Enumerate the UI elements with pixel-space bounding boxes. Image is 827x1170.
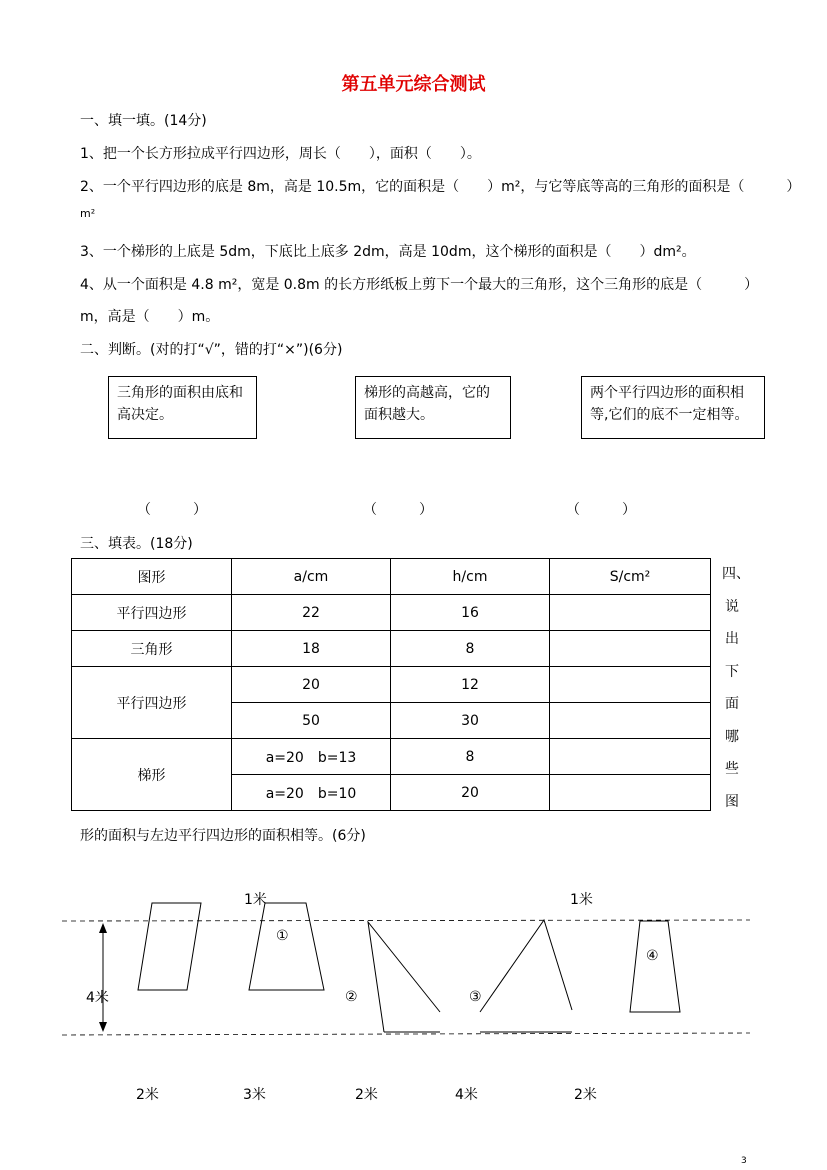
vertical-char: 图: [725, 793, 739, 810]
section3-heading: 三、填表。(18分): [80, 536, 193, 552]
bottom-label-5: 2米: [574, 1087, 597, 1103]
section4-continuation: 形的面积与左边平行四边形的面积相等。(6分): [80, 828, 366, 844]
area-input-cell[interactable]: [550, 631, 711, 667]
table-row: [72, 667, 711, 703]
triangle-shape-2: [368, 922, 440, 1032]
vertical-char: 出: [725, 631, 739, 647]
table-row: [72, 739, 711, 775]
vertical-char: 下: [725, 663, 739, 680]
answer-blank-2[interactable]: （ ）: [363, 502, 433, 518]
a-cell: 22: [232, 595, 391, 631]
page-number: 3: [741, 1156, 747, 1166]
header-cell: 图形: [72, 559, 232, 595]
top-label-2: 1米: [570, 892, 593, 908]
section1-heading: 一、填一填。(14分): [80, 113, 207, 129]
bottom-dashed-line: [62, 1033, 750, 1035]
question-2-line2: m²: [80, 207, 96, 220]
height-label: 4米: [86, 990, 109, 1006]
area-table: [71, 558, 711, 811]
question-2-line1: 2、一个平行四边形的底是 8m，高是 10.5m，它的面积是（ ）m²，与它等底等高的三角形的面积是（ ）: [80, 179, 801, 195]
reference-parallelogram: [138, 903, 201, 990]
bottom-label-1: 2米: [136, 1087, 159, 1103]
page-title: 第五单元综合测试: [341, 74, 486, 95]
bottom-label-2: 3米: [243, 1087, 266, 1103]
shape-number-2: ②: [345, 989, 358, 1005]
top-label-1: 1米: [244, 892, 267, 908]
answer-blank-1[interactable]: （ ）: [137, 502, 207, 518]
a-cell: a=20 b=10: [232, 775, 391, 811]
shape-cell: 梯形: [72, 739, 232, 811]
area-input-cell[interactable]: [550, 595, 711, 631]
shape-number-1: ①: [276, 928, 289, 944]
area-input-cell[interactable]: [550, 703, 711, 739]
statement-box-1: 三角形的面积由底和高决定。: [108, 376, 257, 439]
arrow-down-icon: [99, 1022, 107, 1032]
trapezoid-shape-4: [630, 921, 680, 1012]
h-cell: 8: [391, 631, 550, 667]
shape-cell: 三角形: [72, 631, 232, 667]
shape-number-4: ④: [646, 948, 659, 964]
vertical-char: 些: [725, 761, 739, 777]
section4-vertical-heading: [722, 563, 750, 823]
a-cell: a=20 b=13: [232, 739, 391, 775]
question-4-line1: 4、从一个面积是 4.8 m²，宽是 0.8m 的长方形纸板上剪下一个最大的三角形，这个三角形的底是（ ）: [80, 277, 759, 293]
vertical-char: 哪: [725, 728, 739, 745]
vertical-char: 四、: [722, 566, 750, 582]
h-cell: 12: [391, 667, 550, 703]
arrow-up-icon: [99, 923, 107, 933]
header-cell: a/cm: [232, 559, 391, 595]
table-header-row: [72, 559, 711, 595]
header-cell: h/cm: [391, 559, 550, 595]
area-input-cell[interactable]: [550, 739, 711, 775]
vertical-char: 面: [725, 696, 739, 712]
question-1: 1、把一个长方形拉成平行四边形，周长（ ），面积（ ）。: [80, 146, 481, 162]
a-cell: 18: [232, 631, 391, 667]
shapes-figure: [0, 870, 827, 1110]
h-cell: 20: [391, 775, 550, 811]
statement-box-3: 两个平行四边形的面积相等,它们的底不一定相等。: [581, 376, 765, 439]
vertical-char: 说: [725, 598, 739, 615]
bottom-label-3: 2米: [355, 1087, 378, 1103]
h-cell: 16: [391, 595, 550, 631]
triangle-shape-3: [480, 920, 572, 1012]
h-cell: 30: [391, 703, 550, 739]
trapezoid-shape-1: [249, 903, 324, 990]
question-4-line2: m，高是（ ）m。: [80, 309, 220, 325]
a-cell: 50: [232, 703, 391, 739]
shape-cell: 平行四边形: [72, 595, 232, 631]
area-input-cell[interactable]: [550, 667, 711, 703]
header-cell: S/cm²: [550, 559, 711, 595]
bottom-label-4: 4米: [455, 1087, 478, 1103]
answer-blank-3[interactable]: （ ）: [566, 502, 636, 518]
shape-cell: 平行四边形: [72, 667, 232, 739]
section2-heading: 二、判断。(对的打“√”，错的打“×”)(6分): [80, 342, 343, 358]
shape-number-3: ③: [469, 989, 482, 1005]
h-cell: 8: [391, 739, 550, 775]
a-cell: 20: [232, 667, 391, 703]
table-row: [72, 595, 711, 631]
table-row: [72, 631, 711, 667]
question-3: 3、一个梯形的上底是 5dm，下底比上底多 2dm，高是 10dm，这个梯形的面积是（ ）dm²。: [80, 244, 696, 260]
area-input-cell[interactable]: [550, 775, 711, 811]
statement-box-2: 梯形的高越高，它的面积越大。: [355, 376, 511, 439]
